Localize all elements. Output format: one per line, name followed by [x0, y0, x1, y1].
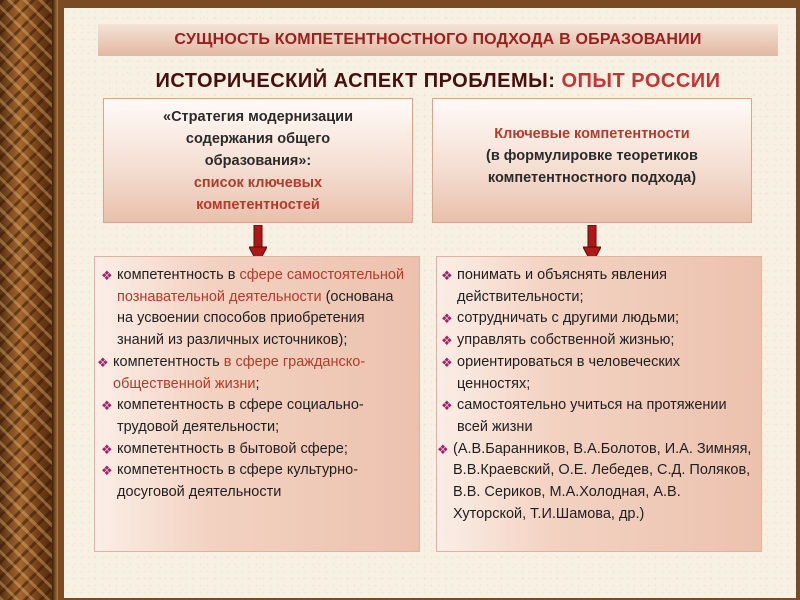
list-item: [439, 352, 755, 395]
list-item-text: понимать и объяснять явления действительности;: [457, 267, 667, 305]
diamond-bullet-icon: ❖: [441, 398, 453, 414]
strategy-box-line3: образования»:: [204, 153, 312, 169]
strategy-box-line1: «Стратегия модернизации: [163, 109, 353, 125]
list-item: [99, 395, 411, 438]
strategy-box-line2: содержания общего: [185, 131, 331, 147]
diamond-bullet-icon: ❖: [101, 268, 113, 283]
list-item-text: управлять собственной жизнью;: [457, 332, 675, 349]
list-item-highlight: сфере самостоятельной познавательной деятельности: [117, 267, 405, 305]
key-competencies-box: [432, 98, 752, 223]
list-item: [439, 265, 755, 308]
decorative-border: [0, 0, 58, 600]
diamond-bullet-icon: ❖: [101, 398, 113, 414]
authors-list-text: (А.В.Баранников, В.А.Болотов, И.А. Зимняя, В.В.Краевский, О.Е. Лебедев, С.Д. Поляков, В.В. Сериков, М.А.Холодная, А.В. Хуторской, Т.И.Шамова, др.): [453, 440, 752, 522]
list-item-text: (основана на усвоении способов приобретения знаний из различных источников);: [117, 288, 394, 349]
list-item: [439, 330, 755, 352]
slide: [64, 8, 796, 598]
list-item-text: самостоятельно учиться на протяжении всей жизни: [457, 397, 727, 435]
diamond-bullet-icon: ❖: [97, 354, 109, 370]
strategy-box: [103, 98, 413, 223]
diamond-bullet-icon: ❖: [441, 311, 453, 327]
diamond-bullet-icon: ❖: [101, 441, 113, 457]
slide-header-title: СУЩНОСТЬ КОМПЕТЕНТНОСТНОГО ПОДХОДА В ОБРАЗОВАНИИ: [98, 24, 778, 56]
diamond-bullet-icon: ❖: [437, 441, 449, 457]
list-item: [439, 308, 755, 330]
key-competencies-list: [436, 256, 762, 552]
key-competencies-line2: (в формулировке теоретиков: [486, 148, 698, 164]
competence-spheres-list: [94, 256, 420, 552]
strategy-box-line5: компетентностей: [196, 197, 320, 213]
list-item-text: компетентность в сфере социально-трудовой деятельности;: [117, 397, 364, 435]
slide-subtitle: [98, 70, 778, 93]
subtitle-main: ИСТОРИЧЕСКИЙ АСПЕКТ ПРОБЛЕМЫ:: [155, 70, 562, 92]
key-competencies-line1: Ключевые компетентности: [494, 126, 690, 142]
list-item-text: компетентность в сфере культурно-досуговой деятельности: [117, 462, 359, 501]
list-item: [99, 352, 411, 395]
list-item-text: компетентность в: [117, 267, 240, 283]
key-competencies-line3: компетентностного подхода): [487, 170, 697, 186]
subtitle-accent: ОПЫТ РОССИИ: [561, 70, 721, 92]
list-item-text: ;: [255, 375, 260, 392]
list-item: [439, 395, 755, 438]
list-item: [99, 460, 411, 503]
diamond-bullet-icon: ❖: [441, 354, 453, 370]
list-item-text: сотрудничать с другими людьми;: [457, 310, 680, 327]
list-item: [99, 439, 411, 461]
strategy-box-line4: список ключевых: [193, 175, 323, 191]
list-item-highlight: в сфере гражданско-общественной жизни: [113, 353, 366, 392]
list-item: [99, 265, 411, 352]
list-item-text: компетентность: [113, 353, 224, 370]
list-item-text: компетентность в бытовой сфере;: [117, 440, 348, 457]
diamond-bullet-icon: ❖: [441, 333, 453, 349]
diamond-bullet-icon: ❖: [441, 268, 453, 283]
diamond-bullet-icon: ❖: [101, 463, 113, 479]
list-item: [439, 439, 755, 526]
list-item-text: ориентироваться в человеческих ценностях;: [457, 353, 681, 392]
